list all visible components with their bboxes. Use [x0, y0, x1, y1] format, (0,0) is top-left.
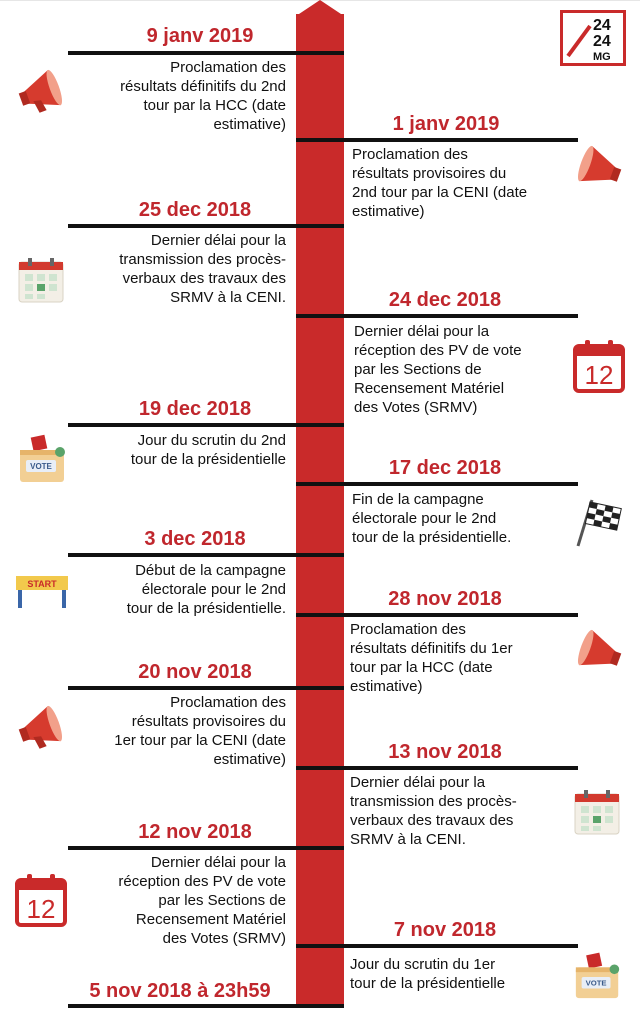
- svg-text:24: 24: [593, 33, 611, 50]
- event-date: 9 janv 2019: [146, 25, 254, 47]
- event-date: 24 dec 2018: [388, 289, 502, 311]
- svg-text:12: 12: [584, 360, 614, 390]
- megaphone-icon: [570, 140, 626, 196]
- event-description: Fin de la campagne électorale pour le 2nd tour de la présidentielle.: [352, 491, 512, 546]
- event-line: [68, 686, 344, 690]
- svg-text:VOTE: VOTE: [585, 978, 607, 988]
- timeline-arrow-tip: [296, 0, 344, 16]
- event-date: 19 dec 2018: [138, 398, 252, 420]
- svg-text:24: 24: [593, 17, 611, 34]
- event-line: [68, 1004, 344, 1008]
- event-line: [296, 766, 578, 770]
- event-description: Dernier délai pour la transmission des procès- verbaux des travaux des SRMV à la CENI.: [350, 774, 517, 848]
- event-date: 7 nov 2018: [393, 919, 497, 941]
- event-date: 25 dec 2018: [138, 199, 252, 221]
- event-line: [296, 482, 578, 486]
- event-description: Dernier délai pour la réception des PV de vote par les Sections de Recensement Matériel des Votes (SRMV): [118, 854, 286, 947]
- event-date: 12 nov 2018: [138, 821, 252, 843]
- event-date: 17 dec 2018: [388, 457, 502, 479]
- start-banner-icon: [14, 570, 70, 610]
- svg-text:VOTE: VOTE: [30, 462, 52, 471]
- event-date: 28 nov 2018: [388, 588, 502, 610]
- event-line: [68, 423, 344, 427]
- ballot-box-icon: [572, 950, 624, 1002]
- calendar-12-icon: [572, 338, 626, 394]
- calendar-icon: [16, 256, 66, 306]
- event-line: [68, 51, 344, 55]
- svg-text:MG: MG: [593, 51, 611, 63]
- event-description: Proclamation des résultats définitifs du 1er tour par la HCC (date estimative): [350, 621, 513, 695]
- timeline-spine: [296, 14, 344, 1006]
- event-description: Proclamation des résultats provisoires du 1er tour par la CENI (date estimative): [114, 694, 286, 768]
- svg-text:12: 12: [26, 894, 56, 924]
- logo-icon: [560, 10, 626, 66]
- event-line: [296, 314, 578, 318]
- calendar-12-icon: [14, 872, 68, 928]
- calendar-icon: [572, 788, 622, 838]
- event-line: [296, 138, 578, 142]
- event-description: Proclamation des résultats définitifs du 2nd tour par la HCC (date estimative): [120, 59, 286, 133]
- ballot-box-icon: [16, 432, 70, 486]
- event-description: Jour du scrutin du 2nd tour de la présidentielle: [130, 432, 286, 468]
- event-date: 1 janv 2019: [392, 113, 500, 135]
- event-date: 5 nov 2018 à 23h59: [89, 980, 271, 1002]
- event-line: [68, 553, 344, 557]
- checkered-flag-icon: [572, 494, 628, 550]
- megaphone-icon: [14, 700, 70, 756]
- event-description: Dernier délai pour la transmission des procès- verbaux des travaux des SRMV à la CENI.: [119, 232, 286, 306]
- event-description: Jour du scrutin du 1er tour de la présidentielle: [350, 956, 506, 992]
- event-date: 13 nov 2018: [388, 741, 502, 763]
- event-line: [296, 613, 578, 617]
- event-description: Début de la campagne électorale pour le 2nd tour de la présidentielle.: [126, 562, 286, 617]
- event-date: 3 dec 2018: [144, 528, 246, 550]
- event-line: [68, 846, 344, 850]
- svg-text:START: START: [27, 579, 57, 589]
- megaphone-icon: [14, 64, 70, 120]
- event-description: Dernier délai pour la réception des PV de vote par les Sections de Recensement Matériel des Votes (SRMV): [354, 323, 522, 416]
- megaphone-icon: [570, 624, 626, 680]
- event-description: Proclamation des résultats provisoires du 2nd tour par la CENI (date estimative): [352, 146, 528, 220]
- event-line: [68, 224, 344, 228]
- event-date: 20 nov 2018: [138, 661, 252, 683]
- event-line: [296, 944, 578, 948]
